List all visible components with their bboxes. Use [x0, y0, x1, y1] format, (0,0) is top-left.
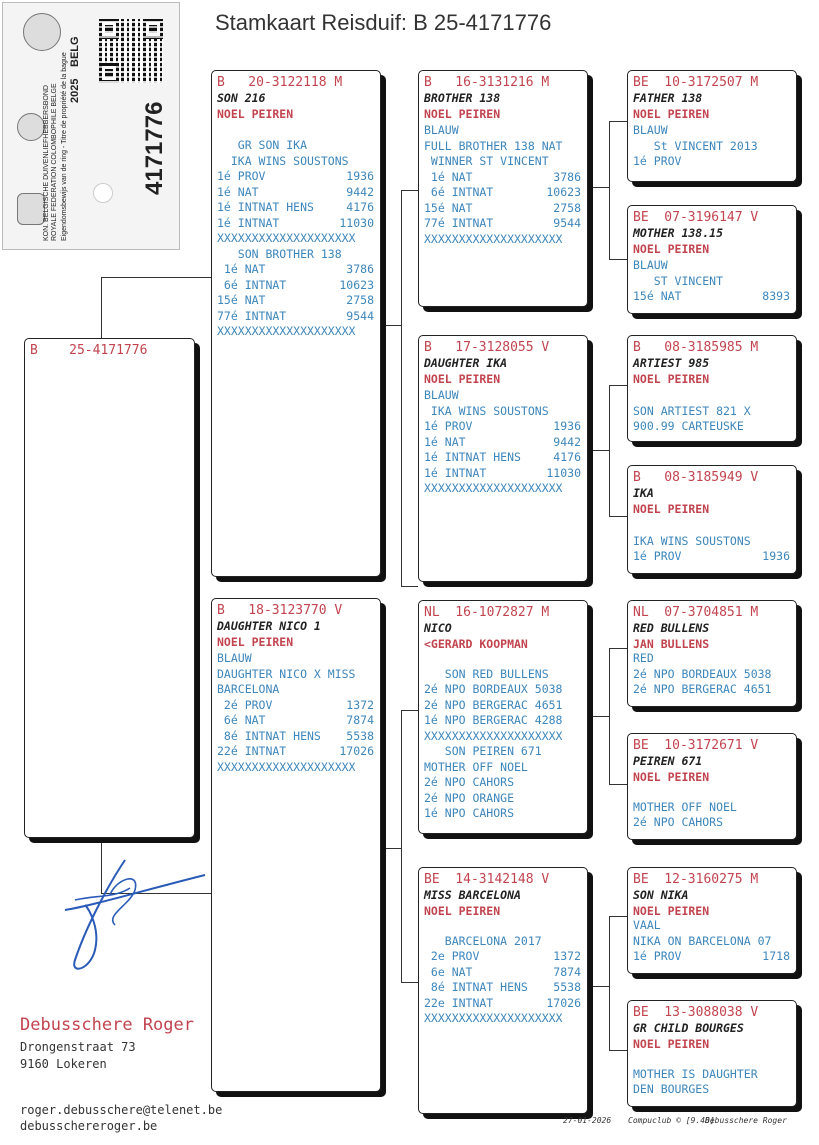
pedigree-note-text: 2é PROV [217, 697, 273, 712]
pedigree-note-value: 7874 [346, 713, 374, 727]
pedigree-note-text: XXXXXXXXXXXXXXXXXXXX [217, 324, 356, 338]
ring-number: 4171776 [141, 101, 168, 195]
pedigree-note-value: 2758 [553, 200, 581, 215]
pedigree-note-value: 1372 [346, 697, 374, 712]
pedigree-breeder: NOEL PEIREN [633, 107, 710, 121]
pedigree-name: DAUGHTER NICO 1 [217, 619, 321, 633]
pedigree-note-value: 10623 [546, 185, 581, 199]
pedigree-note-text: 77é INTNAT [424, 216, 494, 230]
pedigree-note-text: MOTHER IS DAUGHTER [633, 1066, 758, 1081]
pedigree-breeder: NOEL PEIREN [424, 107, 501, 121]
pedigree-note-text: 1é INTNAT HENS [424, 450, 521, 464]
pedigree-note-value: 7874 [553, 964, 581, 979]
pedigree-card-sire-sire [418, 70, 588, 307]
pedigree-name: MOTHER 138.15 [633, 226, 724, 240]
pedigree-note-text: XXXXXXXXXXXXXXXXXXXX [217, 231, 356, 245]
pedigree-note-text: 2é NPO BERGERAC 4651 [633, 682, 772, 696]
pedigree-note-value: 3786 [553, 169, 581, 184]
pedigree-note-text: IKA WINS SOUSTONS [424, 403, 549, 418]
owner-name: Debusschere Roger [20, 1015, 194, 1035]
pedigree-note-text: 8é INTNAT HENS [217, 728, 321, 743]
pedigree-note-text: XXXXXXXXXXXXXXXXXXXX [424, 481, 563, 495]
country-seal [17, 113, 45, 141]
pedigree-note-text: RED [633, 651, 654, 665]
pedigree-note-text: XXXXXXXXXXXXXXXXXXXX [424, 728, 563, 743]
pedigree-note-value: 17026 [339, 744, 374, 758]
subject-ring: B 25-4171776 [30, 343, 148, 358]
pedigree-note-text: SON RED BULLENS [424, 666, 549, 681]
qr-code [99, 19, 163, 83]
pedigree-note-text: DEN BOURGES [633, 1082, 710, 1096]
pedigree-ring: BE 07-3196147 V [633, 210, 759, 225]
pedigree-ring: B 17-3128055 V [424, 340, 550, 355]
pedigree-note-text: IKA WINS SOUSTONS [633, 533, 751, 548]
pedigree-note-text: 1é NPO BERGERAC 4288 [424, 713, 563, 727]
pedigree-note-text: 2é NPO BORDEAUX 5038 [424, 682, 563, 696]
pedigree-note-text: 6é INTNAT [217, 277, 287, 292]
pedigree-ring: B 08-3185985 M [633, 340, 759, 355]
pedigree-note-value: 5538 [346, 728, 374, 743]
pedigree-breeder: NOEL PEIREN [633, 502, 710, 516]
pedigree-note-text: St VINCENT 2013 [633, 138, 758, 153]
pedigree-ring: BE 12-3160275 M [633, 872, 759, 887]
pedigree-note-text: 22e INTNAT [424, 995, 494, 1010]
pedigree-note-text: 1é NAT [424, 434, 466, 449]
pedigree-note-text: SON BROTHER 138 [217, 246, 342, 261]
pedigree-ring: B 18-3123770 V [217, 603, 343, 618]
pedigree-name: DAUGHTER IKA [424, 356, 508, 370]
pedigree-note-text: IKA WINS SOUSTONS [217, 153, 349, 168]
pedigree-card-dss [627, 600, 797, 707]
pedigree-note-text: 77é INTNAT [217, 308, 287, 323]
pedigree-note-text: SON ARTIEST 821 X [633, 403, 751, 418]
pedigree-card-dsd [627, 733, 797, 840]
pedigree-note-text: 1é PROV [217, 169, 266, 183]
pedigree-name: NICO [424, 621, 452, 635]
pedigree-card-dam-sire [418, 600, 588, 834]
pedigree-note-text: BLAUW [424, 388, 459, 402]
pedigree-note-value: 9442 [553, 434, 581, 449]
pedigree-note-text: ST VINCENT [633, 273, 724, 288]
pedigree-name: ARTIEST 985 [633, 356, 710, 370]
pedigree-note-value: 10623 [339, 277, 374, 292]
pedigree-note-text: 1é NPO CAHORS [424, 806, 515, 820]
pedigree-card-dam [211, 598, 381, 1092]
ring-certificate [2, 2, 180, 250]
signature [55, 850, 215, 980]
footer-date: 27-01-2026 [563, 1116, 612, 1125]
pedigree-breeder: NOEL PEIREN [217, 107, 294, 121]
pedigree-note-text: XXXXXXXXXXXXXXXXXXXX [217, 759, 356, 774]
pedigree-note-text: 900.99 CARTEUSKE [633, 419, 744, 433]
pedigree-note-text: VAAL [633, 918, 661, 932]
pedigree-note-value: 9442 [346, 184, 374, 199]
pedigree-note-text: 8é INTNAT HENS [424, 980, 528, 994]
pedigree-ring: B 16-3131216 M [424, 75, 550, 90]
pedigree-name: FATHER 138 [633, 91, 703, 105]
pedigree-card-dam-dam [418, 867, 588, 1114]
pedigree-note-text: SON PEIREN 671 [424, 744, 542, 758]
federation-logo [23, 13, 61, 51]
pedigree-note-value: 5538 [553, 980, 581, 994]
pedigree-note-text: 22é INTNAT [217, 744, 287, 758]
pedigree-note-value: 4176 [553, 450, 581, 464]
pedigree-note-value: 9544 [553, 216, 581, 230]
pedigree-note-text: BARCELONA 2017 [424, 933, 542, 948]
pedigree-note-text: 15é NAT [633, 289, 682, 303]
pedigree-note-text: 6é INTNAT [424, 185, 494, 199]
pedigree-note-text: 2é NPO BORDEAUX 5038 [633, 666, 772, 681]
pedigree-breeder: JAN BULLENS [633, 637, 710, 651]
pedigree-name: BROTHER 138 [424, 91, 501, 105]
pedigree-card-sss [627, 70, 797, 182]
pedigree-note-value: 1372 [553, 949, 581, 963]
pedigree-card-ssd [627, 205, 797, 314]
pedigree-ring: BE 10-3172507 M [633, 75, 759, 90]
pedigree-note-text: 1é PROV [633, 549, 682, 563]
pedigree-note-text: MOTHER OFF NOEL [633, 799, 737, 814]
pedigree-note-text: XXXXXXXXXXXXXXXXXXXX [424, 231, 563, 246]
pedigree-note-text: BLAUW [633, 258, 668, 272]
footer-user: Debusschere Roger [705, 1116, 787, 1125]
pedigree-name: IKA [633, 486, 654, 500]
owner-street: Drongenstraat 73 [20, 1040, 136, 1054]
pedigree-note-value: 1936 [762, 549, 790, 563]
pedigree-name: MISS BARCELONA [424, 888, 521, 902]
pedigree-name: RED BULLENS [633, 621, 710, 635]
ring-card-year: 2025 [69, 78, 81, 103]
pedigree-name: GR CHILD BOURGES [633, 1021, 744, 1035]
owner-email[interactable]: roger.debusschere@telenet.be [20, 1103, 223, 1117]
pedigree-note-text: 1é NAT [424, 169, 473, 184]
pedigree-note-text: BLAUW [424, 123, 459, 137]
crest-icon [17, 193, 45, 225]
pedigree-note-text: BLAUW [217, 651, 252, 665]
ring-card-country: BELG [69, 36, 81, 67]
pedigree-note-text: 2é NPO BERGERAC 4651 [424, 697, 563, 712]
pedigree-note-text: 1é NAT [217, 262, 266, 276]
pedigree-note-value: 11030 [546, 465, 581, 480]
pedigree-note-text: DAUGHTER NICO X MISS [217, 666, 356, 681]
pedigree-note-text: 1é PROV [633, 154, 682, 168]
pedigree-card-dds [627, 867, 797, 974]
pedigree-note-value: 17026 [546, 995, 581, 1010]
pedigree-note-text: BLAUW [633, 123, 668, 137]
pedigree-note-text: WINNER ST VINCENT [424, 154, 549, 168]
pedigree-note-text: NIKA ON BARCELONA 07 [633, 933, 772, 948]
pedigree-note-text: MOTHER OFF NOEL [424, 759, 528, 774]
owner-website[interactable]: debusschereroger.be [20, 1119, 158, 1133]
pedigree-note-text: 1é NAT [217, 184, 259, 199]
ring-card-line-1: KON. BELGISCHE DUIVENLIEFHEBBERSBOND [43, 85, 50, 241]
pedigree-note-value: 1936 [553, 419, 581, 433]
pedigree-name: PEIREN 671 [633, 754, 703, 768]
pedigree-note-value: 3786 [346, 262, 374, 276]
pedigree-note-value: 4176 [346, 200, 374, 214]
pedigree-ring: BE 14-3142148 V [424, 872, 550, 887]
pedigree-card-sire [211, 70, 381, 577]
footer-software: Compuclub © [9.48] [628, 1116, 715, 1125]
pedigree-note-value: 11030 [339, 215, 374, 230]
pedigree-name: SON NIKA [633, 888, 689, 902]
ring-card-line-2: ROYALE FEDERATION COLOMBOPHILE BELGE [51, 83, 58, 241]
pedigree-ring: BE 10-3172671 V [633, 738, 759, 753]
pedigree-breeder: NOEL PEIREN [633, 372, 710, 386]
pedigree-breeder: NOEL PEIREN [633, 770, 710, 784]
pedigree-note-text: 2é NPO CAHORS [424, 775, 515, 789]
pedigree-breeder: <GERARD KOOPMAN [424, 637, 528, 651]
pedigree-note-text: 15é NAT [217, 293, 266, 307]
pedigree-note-text: GR SON IKA [217, 138, 308, 152]
pedigree-note-text: 1é PROV [633, 949, 682, 963]
pedigree-name: SON 216 [217, 91, 266, 105]
pedigree-note-text: 1é INTNAT [217, 215, 280, 230]
pedigree-breeder: NOEL PEIREN [633, 1037, 710, 1051]
pedigree-note-text: 6e NAT [424, 964, 473, 979]
pedigree-ring: B 20-3122118 M [217, 75, 343, 90]
pedigree-card-sds [627, 335, 797, 442]
pedigree-breeder: NOEL PEIREN [424, 372, 501, 386]
pedigree-breeder: NOEL PEIREN [633, 242, 710, 256]
pedigree-card-sdd [627, 465, 797, 574]
pedigree-note-text: 1é INTNAT HENS [217, 200, 314, 214]
pedigree-note-value: 1718 [762, 949, 790, 963]
pedigree-ring: NL 07-3704851 M [633, 605, 759, 620]
pedigree-note-text: 1é INTNAT [424, 465, 487, 480]
pedigree-note-text: 1é PROV [424, 419, 473, 433]
pedigree-breeder: NOEL PEIREN [424, 904, 501, 918]
ring-card-line-3: Eigendomsbewijs van de ring - Titre de propriété de la bague [61, 52, 68, 241]
pedigree-note-value: 2758 [346, 293, 374, 307]
pedigree-note-text: XXXXXXXXXXXXXXXXXXXX [424, 1011, 563, 1025]
pedigree-note-text: 2e PROV [424, 949, 480, 963]
pedigree-card-ddd [627, 1000, 797, 1107]
pedigree-ring: B 08-3185949 V [633, 470, 759, 485]
pedigree-note-value: 8393 [762, 289, 790, 303]
page-title: Stamkaart Reisduif: B 25-4171776 [215, 10, 552, 35]
pedigree-note-text: 2é NPO CAHORS [633, 815, 724, 829]
pedigree-ring: BE 13-3088038 V [633, 1005, 759, 1020]
pedigree-note-text: 15é NAT [424, 200, 473, 215]
pedigree-note-text: 2é NPO ORANGE [424, 790, 515, 805]
pedigree-note-text: FULL BROTHER 138 NAT [424, 138, 563, 153]
pedigree-card-sire-dam [418, 335, 588, 582]
pedigree-note-text: 6é NAT [217, 713, 266, 727]
pedigree-note-text: BARCELONA [217, 682, 280, 696]
pedigree-note-value: 9544 [346, 308, 374, 323]
pedigree-ring: NL 16-1072827 M [424, 605, 550, 620]
punch-hole [93, 183, 113, 203]
owner-city: 9160 Lokeren [20, 1057, 107, 1071]
pedigree-breeder: NOEL PEIREN [633, 904, 710, 918]
pedigree-breeder: NOEL PEIREN [217, 635, 294, 649]
pedigree-subject-card [24, 338, 195, 838]
pedigree-note-value: 1936 [346, 169, 374, 183]
